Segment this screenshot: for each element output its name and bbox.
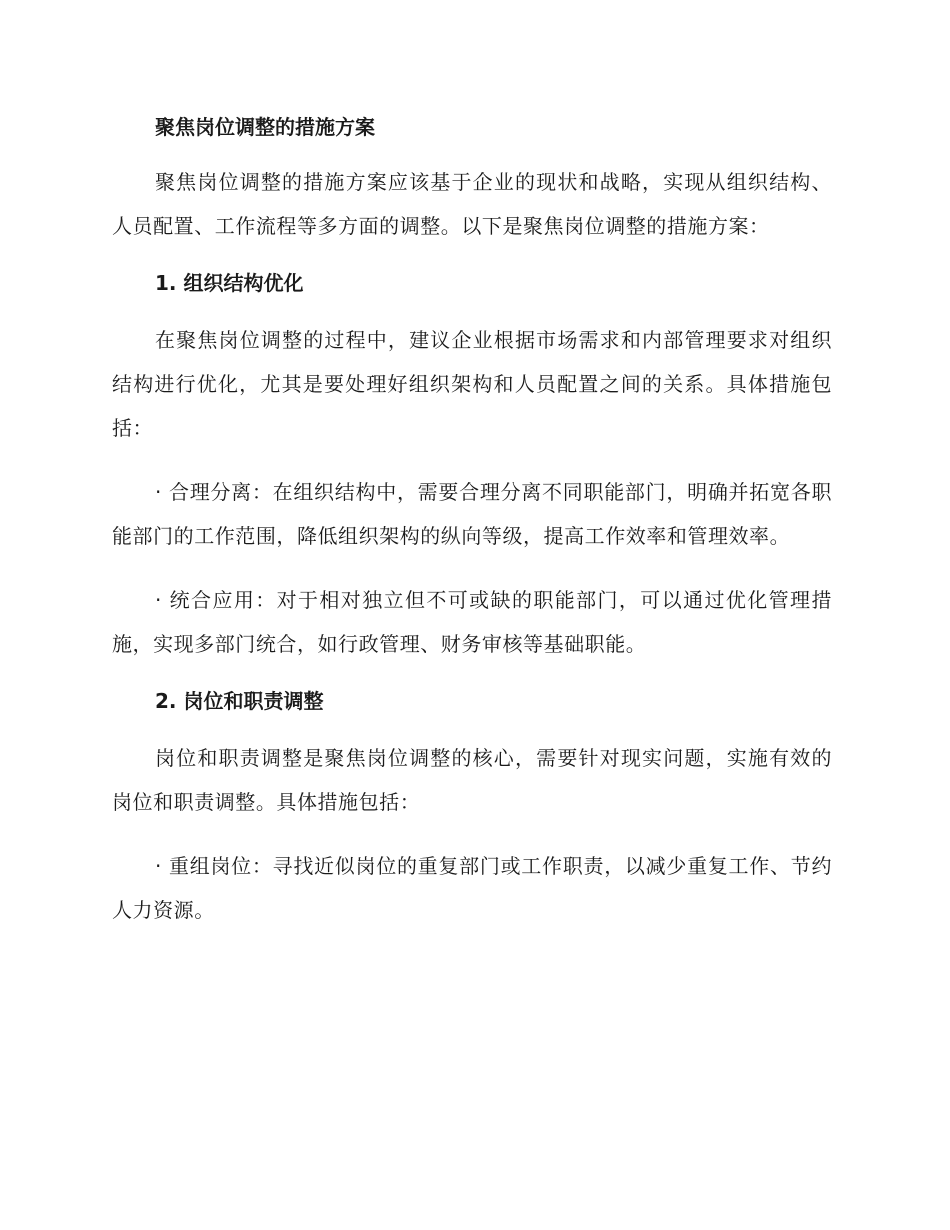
section-1-heading: 1. 组织结构优化 xyxy=(155,271,304,295)
document-body xyxy=(112,112,832,932)
bullet-item-separation: · 合理分离：在组织结构中，需要合理分离不同职能部门，明确并拓宽各职能部门的工作范围，降低组织架构的纵向等级，提高工作效率和管理效率。 xyxy=(112,480,832,548)
bullet-item-reorganize: · 重组岗位：寻找近似岗位的重复部门或工作职责，以减少重复工作、节约人力资源。 xyxy=(112,854,832,922)
document-title: 聚焦岗位调整的措施方案 xyxy=(155,115,375,139)
section-1-paragraph: 在聚焦岗位调整的过程中，建议企业根据市场需求和内部管理要求对组织结构进行优化，尤其是要处理好组织架构和人员配置之间的关系。具体措施包括： xyxy=(112,328,832,440)
section-2-heading: 2. 岗位和职责调整 xyxy=(155,689,324,713)
section-2-paragraph: 岗位和职责调整是聚焦岗位调整的核心，需要针对现实问题，实施有效的岗位和职责调整。具体措施包括： xyxy=(112,746,832,814)
bullet-item-integration: · 统合应用：对于相对独立但不可或缺的职能部门，可以通过优化管理措施，实现多部门统合，如行政管理、财务审核等基础职能。 xyxy=(112,588,832,656)
intro-paragraph: 聚焦岗位调整的措施方案应该基于企业的现状和战略，实现从组织结构、人员配置、工作流程等多方面的调整。以下是聚焦岗位调整的措施方案： xyxy=(112,170,832,238)
